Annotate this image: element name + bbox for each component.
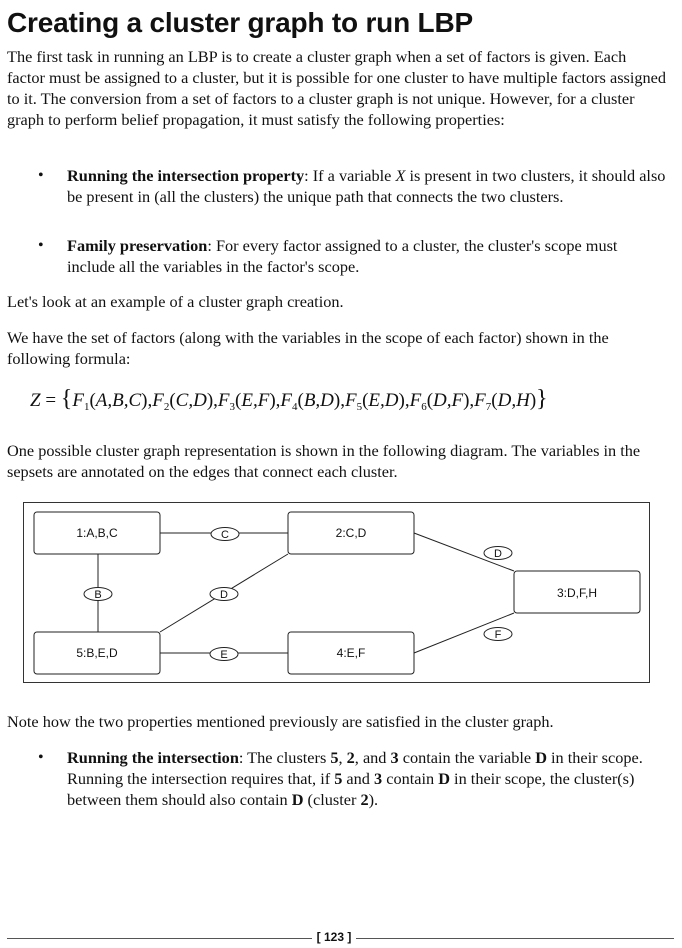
factors-intro: We have the set of factors (along with the variables in the scope of each factor) shown in the following formula: (7, 328, 609, 368)
svg-text:1:A,B,C: 1:A,B,C (76, 526, 118, 540)
page-footer (0, 930, 682, 948)
svg-text:E: E (220, 649, 228, 661)
svg-text:2:C,D: 2:C,D (335, 526, 367, 540)
factor-f3: $F_3(E,F)$ (217, 390, 276, 413)
factor-f5: $F_5(E,D)$ (344, 390, 405, 413)
sepset-label-f (484, 628, 512, 642)
example-intro: Let's look at an example of a cluster graph creation. (7, 292, 344, 311)
factor-f7: $F_7(D,H)$ (474, 390, 537, 413)
sepset-label-c (211, 528, 239, 542)
svg-text:D: D (494, 548, 502, 560)
book-page: Creating a cluster graph to run LBP The first task in running an LBP is to create a cluster graph when a set of factors is given. Each factor must be assigned to a cluster, but it is possible for one cluster to have multiple factors assigned to it. The conversion from a set of factors to a cluster graph is not unique. However, for a cluster graph to perform belief propagation, it must satisfy the following properties: • Running the intersection property: If a variable X is present in two clusters, it should also be present in (all the clusters) the unique path that connects the two clusters. • Family preservation: For every factor assigned to a cluster, the cluster's scope must include all the variables in the factor's scope. Let's look at an example of a cluster graph creation. We have the set of factors (along with the variables in the scope of each factor) shown in the following formula: $Z = \{F_1(A,B,C),F_2(C,D),F_3(E,F),F_4(B,D),F_5(E,D),F_6(D,F),F_7(D,H)\}$ One possible cluster graph representation is shown in the following diagram. The variables in the sepsets are annotated on the edges that connect each cluster. 1:A,B,C 2:C,D 3:D,F,H 4:E,F 5:B,E,D C D B D E F Note how the two properties mentioned previously are satisfied in the cluster graph. • Running the intersection: The clusters 5, 2, and 3 contain the variable D in their scope. Running the intersection requires that, if 5 and 3 contain D in their scope, the cluster(s) between them should also contain D (cluster 2). [ 123 ] (0, 0, 682, 947)
bullet-term: Family preservation (67, 236, 208, 255)
cluster-node-4 (288, 632, 414, 674)
cluster-graph-diagram (23, 502, 650, 683)
bullet-term: Running the intersection (67, 748, 239, 767)
factor-set-formula: $Z = \{F_1(A,B,C),F_2(C,D),F_3(E,F),F_4(B,D),F_5(E,D),F_6(D,F),F_7(D,H)\}$ (30, 386, 548, 413)
svg-text:F: F (494, 629, 502, 641)
variable-x: X (395, 166, 406, 185)
footer-rule-left (7, 938, 312, 939)
sepset-label-d-upper (484, 547, 512, 561)
note-paragraph: Note how the two properties mentioned previously are satisfied in the cluster graph. (7, 712, 554, 731)
cluster-node-2 (288, 512, 414, 554)
cluster-node-3 (514, 571, 640, 613)
section-heading: Creating a cluster graph to run LBP (7, 7, 473, 38)
diagram-intro: One possible cluster graph representation is shown in the following diagram. The variables in the sepsets are annotated on the edges that connect each cluster. (7, 441, 641, 481)
factor-f6: $F_6(D,F)$ (409, 390, 470, 413)
svg-text:C: C (221, 529, 229, 541)
intro-paragraph: The first task in running an LBP is to create a cluster graph when a set of factors is given. Each factor must be assigned to a cluster, but it is possible for one cluster to have multiple factors assigned to it. The conversion from a set of factors to a cluster graph is not unique. However, for a cluster graph to perform belief propagation, it must satisfy the following properties: (7, 47, 667, 129)
footer-rule-right (356, 938, 674, 939)
bullet-term: Running the intersection property (67, 166, 305, 185)
factor-f1: $F_1(A,B,C)$ (72, 390, 148, 413)
svg-text:5:B,E,D: 5:B,E,D (76, 646, 118, 660)
bullet-dot: • (38, 749, 44, 766)
factor-f2: $F_2(C,D)$ (152, 390, 214, 413)
page-number: [ 123 ] (316, 930, 352, 944)
bullet-dot: • (38, 167, 44, 184)
factor-f4: $F_4(B,D)$ (280, 390, 341, 413)
sepset-label-b (84, 588, 112, 602)
svg-text:3:D,F,H: 3:D,F,H (556, 586, 598, 600)
svg-text:B: B (94, 589, 102, 601)
cluster-node-1 (34, 512, 160, 554)
bullet-dot: • (38, 237, 44, 254)
svg-text:4:E,F: 4:E,F (336, 646, 366, 660)
sepset-label-e (210, 648, 238, 662)
svg-text:D: D (220, 589, 228, 601)
sepset-label-d-lower (210, 588, 238, 602)
cluster-node-5 (34, 632, 160, 674)
